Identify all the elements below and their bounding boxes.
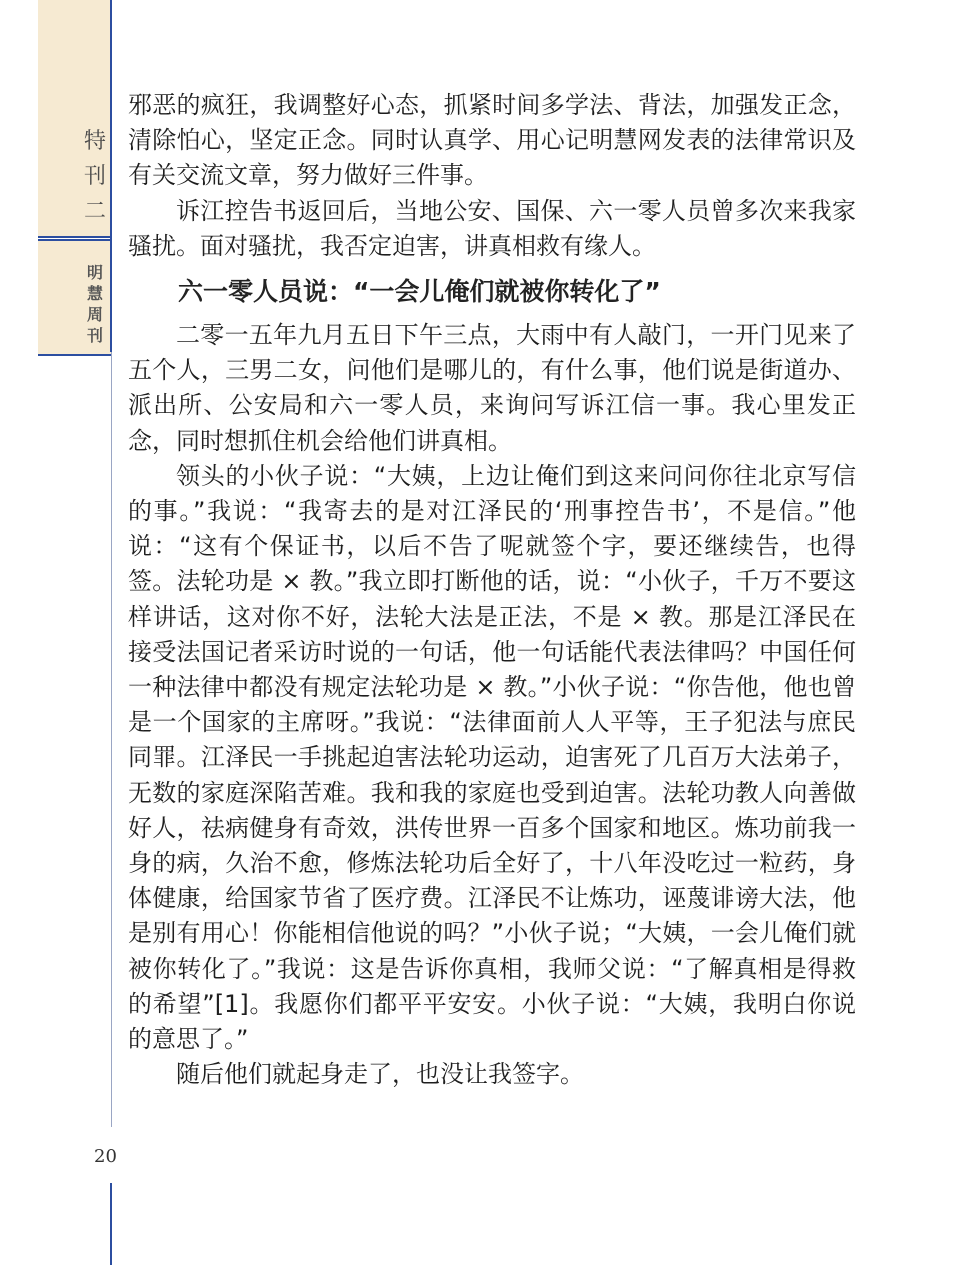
- paragraph: 二零一五年九月五日下午三点，大雨中有人敲门，一开门见来了五个人，三男二女，问他们是哪儿的，有什么事，他们说是街道办、派出所、公安局和六一零人员，来询问写诉江信一事。我心里发正念，同时想抓住机会给他们讲真相。: [128, 321, 856, 455]
- margin-rule-middle: [111, 352, 112, 1127]
- section-heading: 六一零人员说：“一会儿俺们就被你转化了”: [178, 277, 661, 307]
- paragraph: 随后他们就起身走了，也没让我签字。: [176, 1060, 584, 1089]
- section-label-char: 特: [83, 129, 106, 154]
- publication-label-char: 刊: [86, 326, 103, 345]
- paragraph: 邪恶的疯狂，我调整好心态，抓紧时间多学法、背法，加强发正念，清除怕心，坚定正念。同时认真学、用心记明慧网发表的法律常识及有关交流文章，努力做好三件事。: [128, 91, 856, 190]
- publication-label-char: 周: [86, 305, 103, 324]
- paragraph: 诉江控告书返回后，当地公安、国保、六一零人员曾多次来我家骚扰。面对骚扰，我否定迫害，讲真相救有缘人。: [128, 196, 856, 260]
- section-label-char: 刊: [83, 164, 106, 189]
- publication-label-char: 慧: [86, 284, 103, 303]
- paragraph: 领头的小伙子说：“大姨，上边让俺们到这来问问你往北京写信的事。”我说：“我寄去的是对江泽民的‘刑事控告书’，不是信。”他说：“这有个保证书，以后不告了呢就签个字，要还继续告，也得签。法轮功是 × 教。”我立即打断他的话，说：“小伙子，千万不要这样讲话，这对你不好，法轮大法是正法，不是 × 教。那是江泽民在接受法国记者采访时说的一句话，他一句话能代表法律吗？中国任何一种法律中都没有规定法轮功是 × 教。”小伙子说：“你告他，他也曾是一个国家的主席呀。”我说：“法律面前人人平等，王子犯法与庶民同罪。江泽民一手挑起迫害法轮功运动，迫害死了几百万大法弟子，无数的家庭深陷苦难。我和我的家庭也受到迫害。法轮功教人向善做好人，祛病健身有奇效，洪传世界一百多个国家和地区。炼功前我一身的病，久治不愈，修炼法轮功后全好了，十八年没吃过一粒药，身体健康，给国家节省了医疗费。江泽民不让炼功，诬蔑诽谤大法，他是别有用心！你能相信他说的吗？”小伙子说；“大姨，一会儿俺们就被你转化了。”我说：这是告诉你真相，我师父说：“了解真相是得救的希望”[1]。我愿你们都平平安安。小伙子说：“大姨，我明白你说的意思了。”: [128, 461, 856, 1054]
- section-label-char: 二: [83, 199, 106, 224]
- section-label: [82, 124, 108, 229]
- page-number: 20: [94, 1146, 117, 1167]
- publication-label: [82, 262, 108, 346]
- publication-label-char: 明: [86, 263, 103, 282]
- article-body: [128, 88, 856, 1092]
- margin-rule-top: [110, 0, 112, 352]
- margin-rule-bottom: [110, 1183, 112, 1265]
